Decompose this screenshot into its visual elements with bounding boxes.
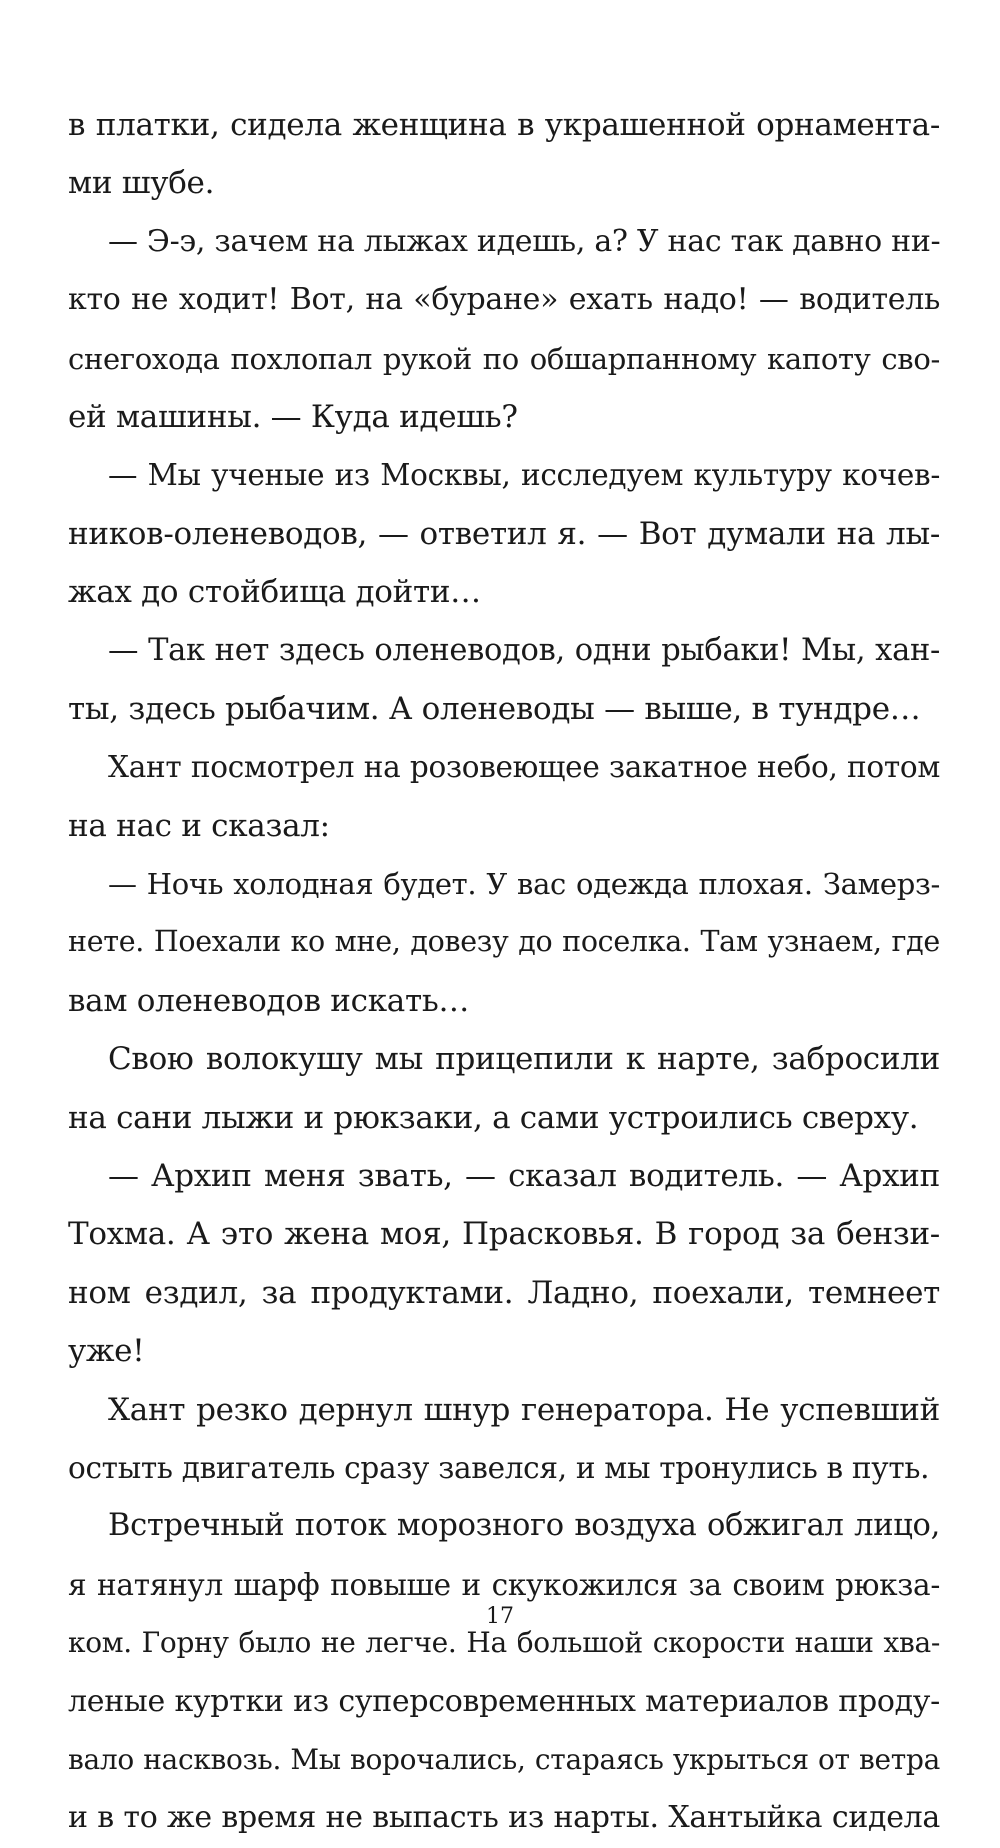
text-line: Встречный поток морозного воздуха обжигал лицо, bbox=[108, 1508, 940, 1544]
text-line: ном ездил, за продуктами. Ладно, поехали, темнеет bbox=[68, 1274, 940, 1311]
text-line: жах до стойбища дойти… bbox=[68, 574, 481, 611]
text-line: ников-оленеводов, — ответил я. — Вот думали на лы- bbox=[68, 515, 940, 552]
text-line: снегохода похлопал рукой по обшарпанному капоту сво- bbox=[68, 341, 940, 376]
text-line: — Мы ученые из Москвы, исследуем культуру кочев- bbox=[108, 458, 940, 493]
text-line: остыть двигатель сразу завелся, и мы тронулись в путь. bbox=[68, 1450, 930, 1485]
text-line: Хант резко дернул шнур генератора. Не успевший bbox=[108, 1391, 940, 1428]
page-number: 17 bbox=[486, 1604, 514, 1629]
body-text bbox=[68, 96, 940, 1848]
text-line: на сани лыжи и рюкзаки, а сами устроились сверху. bbox=[68, 1099, 919, 1136]
text-line: уже! bbox=[68, 1333, 145, 1370]
text-line: вам оленеводов искать… bbox=[68, 982, 470, 1019]
text-line: вало насквозь. Мы ворочались, стараясь укрыться от ветра bbox=[68, 1742, 940, 1776]
text-line: — Ночь холодная будет. У вас одежда плохая. Замерз- bbox=[108, 867, 940, 902]
text-line: ком. Горну было не легче. На большой скорости наши хва- bbox=[68, 1626, 940, 1660]
text-line: нете. Поехали ко мне, довезу до поселка. Там узнаем, где bbox=[68, 925, 940, 959]
text-line: ми шубе. bbox=[68, 165, 215, 202]
text-line: на нас и сказал: bbox=[68, 807, 330, 844]
text-line: в платки, сидела женщина в украшенной орнамента- bbox=[68, 107, 940, 143]
text-line: я натянул шарф повыше и скукожился за своим рюкза- bbox=[68, 1567, 940, 1602]
text-line: — Архип меня звать, — сказал водитель. — Архип bbox=[108, 1158, 940, 1195]
text-line: Хант посмотрел на розовеющее закатное небо, потом bbox=[108, 750, 940, 785]
text-line: Тохма. А это жена моя, Прасковья. В город за бензи- bbox=[68, 1216, 940, 1253]
text-line: ей машины. — Куда идешь? bbox=[68, 398, 518, 435]
text-line: ты, здесь рыбачим. А оленеводы — выше, в тундре… bbox=[68, 690, 921, 727]
text-line: леные куртки из суперсовременных материалов проду- bbox=[68, 1683, 940, 1719]
text-line: — Э-э, зачем на лыжах идешь, а? У нас так давно ни- bbox=[108, 223, 940, 259]
text-line: Свою волокушу мы прицепили к нарте, забросили bbox=[108, 1041, 940, 1078]
text-line: и в то же время не выпасть из нарты. Хантыйка сидела bbox=[68, 1800, 940, 1836]
text-line: — Так нет здесь оленеводов, одни рыбаки! Мы, хан- bbox=[108, 632, 940, 668]
text-line: кто не ходит! Вот, на «буране» ехать надо! — водитель bbox=[68, 282, 940, 318]
